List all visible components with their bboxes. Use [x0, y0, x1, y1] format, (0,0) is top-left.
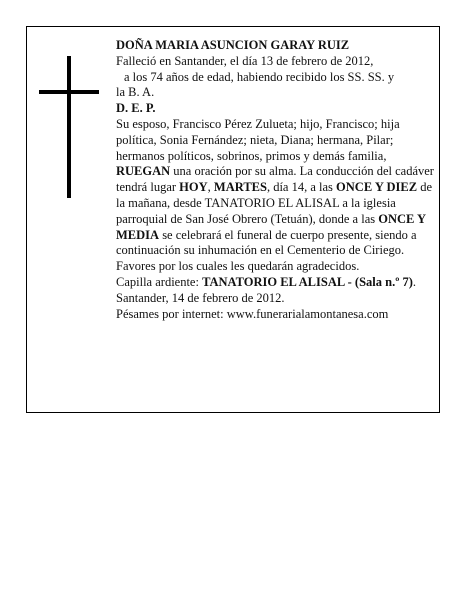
- ceremony-text-2: , día 14, a las: [266, 180, 337, 195]
- cross-vertical-bar: [67, 56, 71, 198]
- once-y-diez-text: ONCE Y DIEZ: [336, 180, 418, 195]
- ceremony-text-4: se celebrará el funeral de cuerpo presente, siendo a continuación su inhumación en el Cementerio de Ciriego. Favores por los cuales les quedarán agradecidos.: [116, 227, 417, 274]
- capilla-end: .: [412, 274, 416, 289]
- capilla-line: [116, 275, 436, 291]
- hoy-text: HOY: [179, 180, 208, 195]
- death-line-2: a los 74 años de edad, habiendo recibido los SS. SS. y: [124, 69, 395, 84]
- rip-line: D. E. P.: [116, 101, 156, 116]
- ruegan-text: RUEGAN: [116, 164, 171, 179]
- condolences-line: Pésames por internet: www.funerarialamontanesa.com: [116, 306, 389, 321]
- ceremony-text-1: una oración por su alma. La conducción del cadáver tendrá lugar: [116, 164, 434, 195]
- comma-text: ,: [207, 180, 214, 195]
- death-line-1: Falleció en Santander, el día 13 de febrero de 2012,: [116, 53, 374, 68]
- ceremony-text-3: de la mañana, desde TANATORIO EL ALISAL a la iglesia parroquial de San José Obrero (Tetuán), donde a las: [116, 180, 433, 226]
- ceremony-paragraph: [116, 164, 436, 275]
- notice-text: [116, 38, 436, 322]
- martes-text: MARTES: [213, 180, 267, 195]
- cross-horizontal-bar: [39, 90, 99, 94]
- capilla-label: Capilla ardiente:: [116, 274, 203, 289]
- obituary-notice: [26, 26, 440, 413]
- family-paragraph: Su esposo, Francisco Pérez Zulueta; hijo, Francisco; hija política, Sonia Fernández; nieta, Diana; hermana, Pilar; hermanos políticos, sobrinos, primos y demás familia,: [116, 116, 400, 163]
- death-line-3: la B. A.: [116, 85, 155, 100]
- place-date-line: Santander, 14 de febrero de 2012.: [116, 290, 285, 305]
- once-y-media-text: ONCE Y MEDIA: [116, 211, 426, 242]
- cross-icon: [39, 56, 99, 198]
- capilla-value: TANATORIO EL ALISAL - (Sala n.º 7): [202, 274, 413, 289]
- deceased-name: DOÑA MARIA ASUNCION GARAY RUIZ: [116, 38, 350, 52]
